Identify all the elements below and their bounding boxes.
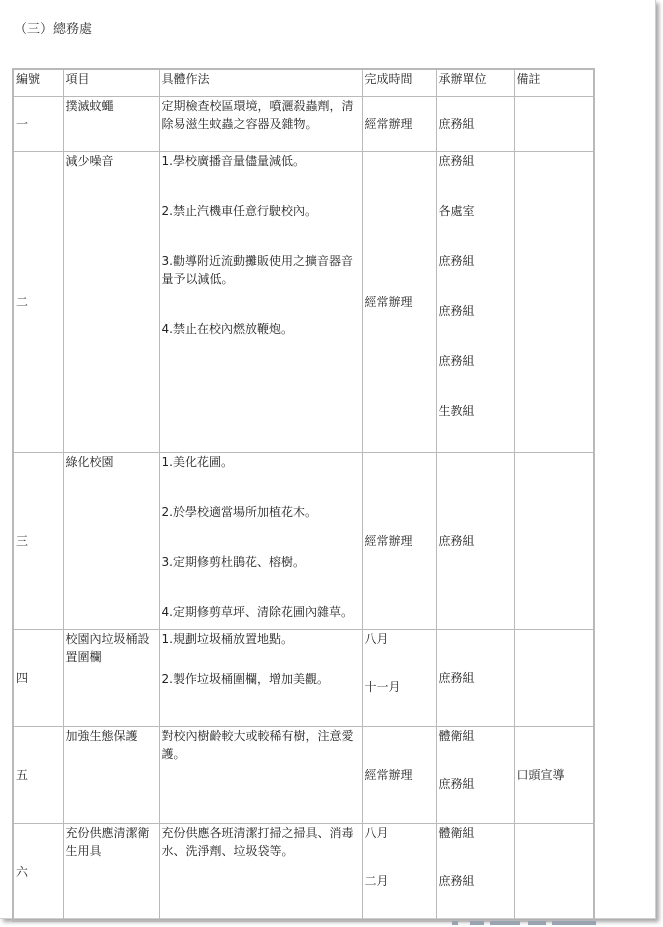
- row-note: [514, 824, 594, 922]
- method-line: 2.製作垃圾桶圍欄，增加美觀。: [161, 672, 329, 686]
- column-header: 具體作法: [159, 69, 362, 97]
- unit-line: 體衛組: [438, 729, 475, 743]
- row-unit-list: [436, 152, 514, 453]
- toolbar-mark: [528, 921, 546, 925]
- row-item: 加強生態保護: [63, 727, 159, 824]
- unit-line: 庶務組: [438, 354, 475, 368]
- time-line: 八月: [364, 826, 389, 840]
- time-line: 十一月: [364, 680, 401, 694]
- unit-line: 庶務組: [438, 304, 475, 318]
- row-number: 四: [13, 630, 63, 727]
- row-time: 經常辦理: [362, 97, 436, 152]
- method-line: 3.定期修剪杜鵑花、榕樹。: [161, 555, 305, 569]
- row-note: [514, 97, 594, 152]
- unit-line: 各處室: [438, 204, 475, 218]
- row-number: 六: [13, 824, 63, 922]
- method-line: 1.規劃垃圾桶放置地點。: [161, 632, 293, 646]
- row-item: 綠化校園: [63, 453, 159, 630]
- unit-line: 體衛組: [438, 826, 475, 840]
- row-number: 五: [13, 727, 63, 824]
- row-note: [514, 453, 594, 630]
- row-item: 撲滅蚊蠅: [63, 97, 159, 152]
- method-line: 1.學校廣播音量儘量減低。: [161, 154, 305, 168]
- table-row: [13, 453, 594, 630]
- row-number: 三: [13, 453, 63, 630]
- plan-table: [12, 68, 595, 922]
- row-method-list: [159, 630, 362, 727]
- row-time-list: [362, 630, 436, 727]
- method-lines: [162, 630, 360, 688]
- row-time: 經常辦理: [362, 453, 436, 630]
- table-row: [13, 630, 594, 727]
- time-line: 二月: [364, 874, 389, 888]
- bottom-toolbar-strip: [0, 919, 663, 927]
- unit-line: 庶務組: [438, 154, 475, 168]
- table-header-row: [13, 69, 594, 97]
- toolbar-mark: [470, 921, 484, 925]
- method-line: 2.於學校適當場所加植花木。: [161, 505, 317, 519]
- table-row: [13, 824, 594, 922]
- row-time: 經常辦理: [362, 152, 436, 453]
- row-method-list: [159, 453, 362, 630]
- row-method: 對校內樹齡較大或較稀有樹，注意愛護。: [159, 727, 362, 824]
- unit-line: 庶務組: [438, 254, 475, 268]
- row-item: 減少噪音: [63, 152, 159, 453]
- method-line: 1.美化花圃。: [161, 455, 233, 469]
- method-line: 3.勸導附近流動攤販使用之擴音器音量予以減低。: [161, 254, 353, 286]
- row-item: 校園內垃圾桶設置圍欄: [63, 630, 159, 727]
- method-line: 4.定期修剪草坪、清除花圃內雜草。: [161, 605, 353, 619]
- toolbar-mark: [552, 921, 596, 925]
- method-line: 4.禁止在校內燃放鞭炮。: [161, 322, 293, 336]
- row-unit-list: [436, 727, 514, 824]
- column-header: 承辦單位: [436, 69, 514, 97]
- row-unit-list: [436, 824, 514, 922]
- row-number: 一: [13, 97, 63, 152]
- row-unit: 庶務組: [436, 630, 514, 727]
- unit-line: 庶務組: [438, 874, 475, 888]
- table-row: [13, 97, 594, 152]
- method-lines: [162, 453, 360, 621]
- row-time: 經常辦理: [362, 727, 436, 824]
- row-method: 充份供應各班清潔打掃之掃具、消毒水、洗淨劑、垃圾袋等。: [159, 824, 362, 922]
- row-number: 二: [13, 152, 63, 453]
- row-method-list: [159, 152, 362, 453]
- table-row: [13, 727, 594, 824]
- time-line: 八月: [364, 632, 389, 646]
- row-item: 充份供應清潔衛生用具: [63, 824, 159, 922]
- method-lines: [162, 152, 360, 338]
- row-note: [514, 630, 594, 727]
- unit-line: 庶務組: [438, 777, 475, 791]
- column-header: 完成時間: [362, 69, 436, 97]
- toolbar-mark: [490, 921, 520, 925]
- method-line: 2.禁止汽機車任意行駛校內。: [161, 204, 317, 218]
- unit-line: 生教組: [438, 404, 475, 418]
- section-heading: （三）總務處: [14, 22, 93, 37]
- row-time-list: [362, 824, 436, 922]
- row-note: 口頭宣導: [514, 727, 594, 824]
- row-method: 定期檢查校區環境，噴灑殺蟲劑，清除易滋生蚊蟲之容器及雜物。: [159, 97, 362, 152]
- column-header: 編號: [13, 69, 63, 97]
- row-note: [514, 152, 594, 453]
- column-header: 項目: [63, 69, 159, 97]
- globe-icon: [452, 921, 458, 925]
- row-unit: 庶務組: [436, 453, 514, 630]
- row-unit: 庶務組: [436, 97, 514, 152]
- column-header: 備註: [514, 69, 594, 97]
- table-row: [13, 152, 594, 453]
